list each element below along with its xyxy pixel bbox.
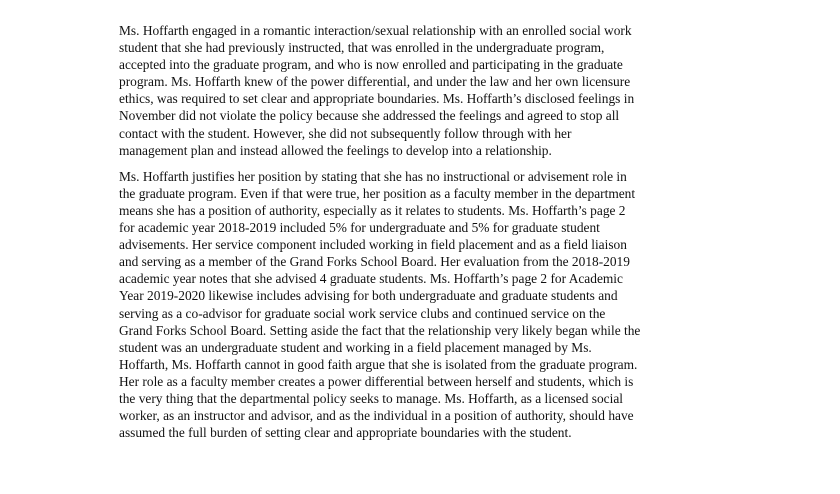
- text-line: Year 2019-2020 likewise includes advising for both undergraduate and graduate students and: [119, 288, 618, 304]
- document-body: [119, 22, 659, 441]
- text-line: Grand Forks School Board. Setting aside the fact that the relationship very likely began while the: [119, 322, 641, 338]
- text-line: means she has a position of authority, especially as it relates to students. Ms. Hoffarth’s page 2: [119, 202, 626, 218]
- text-line: and serving as a member of the Grand Forks School Board. Her evaluation from the 2018-2019: [119, 254, 630, 270]
- text-line: contact with the student. However, she did not subsequently follow through with her: [119, 125, 572, 141]
- text-line: Ms. Hoffarth justifies her position by stating that she has no instructional or advisement role in: [119, 168, 627, 184]
- text-line: ethics, was required to set clear and appropriate boundaries. Ms. Hoffarth’s disclosed feelings in: [119, 91, 635, 107]
- text-line: the very thing that the departmental policy seeks to manage. Ms. Hoffarth, as a licensed social: [119, 390, 623, 406]
- text-line: for academic year 2018-2019 included 5% for undergraduate and 5% for graduate student: [119, 220, 600, 236]
- text-line: management plan and instead allowed the feelings to develop into a relationship.: [119, 142, 552, 158]
- text-line: worker, as an instructor and advisor, and as the individual in a position of authority, should have: [119, 408, 634, 424]
- text-line: assumed the full burden of setting clear and appropriate boundaries with the student.: [119, 425, 572, 441]
- text-line: student was an undergraduate student and working in a field placement managed by Ms.: [119, 339, 592, 355]
- text-line: student that she had previously instructed, that was enrolled in the undergraduate program,: [119, 40, 605, 56]
- text-line: serving as a co-advisor for graduate social work service clubs and continued service on the: [119, 305, 606, 321]
- text-line: Ms. Hoffarth engaged in a romantic interaction/sexual relationship with an enrolled social work: [119, 23, 632, 38]
- text-line: Her role as a faculty member creates a power differential between herself and students, which is: [119, 373, 634, 389]
- text-line: the graduate program. Even if that were true, her position as a faculty member in the department: [119, 185, 636, 201]
- text-line: accepted into the graduate program, and who is now enrolled and participating in the graduate: [119, 57, 623, 73]
- text-line: Hoffarth, Ms. Hoffarth cannot in good faith argue that she is isolated from the graduate program.: [119, 356, 638, 372]
- paragraph-2: [119, 168, 659, 442]
- text-line: November did not violate the policy because she addressed the feelings and agreed to stop all: [119, 108, 620, 124]
- text-line: program. Ms. Hoffarth knew of the power differential, and under the law and her own licensure: [119, 74, 631, 90]
- text-line: academic year notes that she advised 4 graduate students. Ms. Hoffarth’s page 2 for Academic: [119, 271, 623, 287]
- text-line: advisements. Her service component included working in field placement and as a field liaison: [119, 237, 627, 253]
- paragraph-1: [119, 22, 659, 159]
